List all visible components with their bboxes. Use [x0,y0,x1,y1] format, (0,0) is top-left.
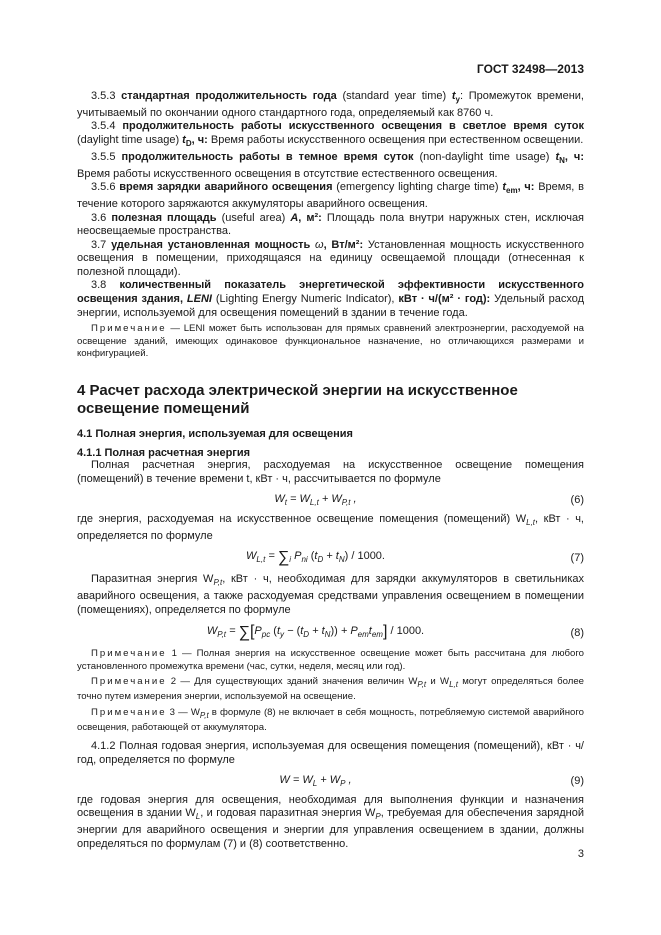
formula-9-number: (9) [570,774,584,787]
paragraph-lighting-energy: где энергия, расходуемая на искусственное освещение помещения (помещений) $W_{L,t}$, кВт · ч, определяется по формуле [77,512,584,542]
subsection-4-1-1: 4.1.1 Полная расчетная энергия [77,447,251,460]
note-1: Примечание 1 — Полная энергия на искусственное освещение может быть рассчитана для любого установленного промежутка времени (час, сутки, неделя, месяц или год). [77,648,584,672]
paragraph-annual-explanation: где годовая энергия для освещения, необходимая для выполнения функции и назначения освещения в здании $W_L$, и годовая паразитная энергия $W_P$, требуемая для обеспечения зарядной энергии для аварийного освещения и энергии для управления освещением в здании, должны определяться по формулам (7) и (8) соответственно. [77,793,584,850]
paragraph-total-energy: Полная расчетная энергия, расходуемая на искусственное освещение помещения (помещений) в течение времени t, кВт · ч, рассчитывается по формуле [77,459,584,486]
page-number: 3 [577,848,584,860]
formula-7-number: (7) [570,552,584,565]
note-leni: Примечание — LENI может быть использован для прямых сравнений электроэнергии, расходуемой на освещение зданий, имеющих одинаковое функциональное назначение, но отличающихся размерами и конфигурацией. [77,323,584,360]
subsection-4-1: 4.1 Полная энергия, используемая для освещения [77,428,353,441]
formula-7: $W_{L,t} = \sum_i$ $P_{ni}$ $(t_D + t_N) / 1000$. (7) [246,549,584,567]
formula-8-number: (8) [570,626,584,639]
formula-9: $W = W_L + W_P$ , (9) [279,773,584,788]
formula-6-number: (6) [570,493,584,506]
note-3: Примечание 3 — $W_{P,t}$ в формуле (8) не включает в себя мощность, потребляемую системой аварийного освещения, работающей от аккумулятора. [77,706,584,734]
page-body [77,60,584,851]
definition-3-6: 3.6 полезная площадь (useful area) A, м²: Площадь пола внутри наружных стен, исключая неосвещаемые пространства. [77,211,585,238]
formula-8: $W_{P,t} = \sum[P_{pc}$ $(t_y - (t_D + t_N)) + P_{em}t_{em}] / 1000$. (8) [206,623,584,642]
paragraph-parasitic-energy: Паразитная энергия $W_{P,t}$, кВт · ч, необходимая для зарядки аккумуляторов в светильниках аварийного освещения, а также расходуемая средствами управления освещением в помещении (помещениях), определяется по формуле [77,573,584,616]
note-2: Примечание 2 — Для существующих зданий значения величин $W_{P,t}$ и $W_{L,t}$ могут определяться более точно путем измерения энергии, используемой на освещение. [77,676,585,703]
definition-3-7: 3.7 удельная установленная мощность ω, Вт/м²: Установленная мощность искусственного освещения в помещении, приходящаяся на единицу освещаемой площади (отнесенная к полезной площади). [77,238,584,278]
definition-3-5-3: 3.5.3 стандартная продолжительность года (standard year time) $t_y$: Промежуток времени, учитываемый по окончании одного стандартного года, определяемый как 8760 ч. [77,90,584,119]
definition-3-5-6: 3.5.6 время зарядки аварийного освещения (emergency lighting charge time) $t_{em}$, ч: Время, в течение которого заряжаются аккумуляторы аварийного освещения. [77,181,584,210]
section-title: 4 Расчет расхода электрической энергии на искусственное освещение помещений [77,382,518,417]
definition-3-8: 3.8 количественный показатель энергетической эффективности искусственного освещения здания, LENI (Lighting Energy Numeric Indicator), кВт · ч/(м² · год): Удельный расход энергии, используемой для освещения помещений в здании в течение года. [77,279,585,319]
document-header: ГОСТ 32498—2013 [476,62,584,76]
formula-6: $W_t = W_{L,t} + W_{P,t}$ , (6) [274,492,584,507]
paragraph-annual-energy: 4.1.2 Полная годовая энергия, используемая для освещения помещения (помещений), кВт · ч/год, определяется по формуле [77,740,584,767]
definition-3-5-4: 3.5.4 продолжительность работы искусственного освещения в светлое время суток (daylight time usage) $t_D$, ч: Время работы искусственного освещения при естественном освещении. [77,120,584,149]
definition-3-5-5: 3.5.5 продолжительность работы в темное время суток (non-daylight time usage) $t_N$, ч: Время работы искусственного освещения в отсутствие естественного освещения. [77,150,584,180]
